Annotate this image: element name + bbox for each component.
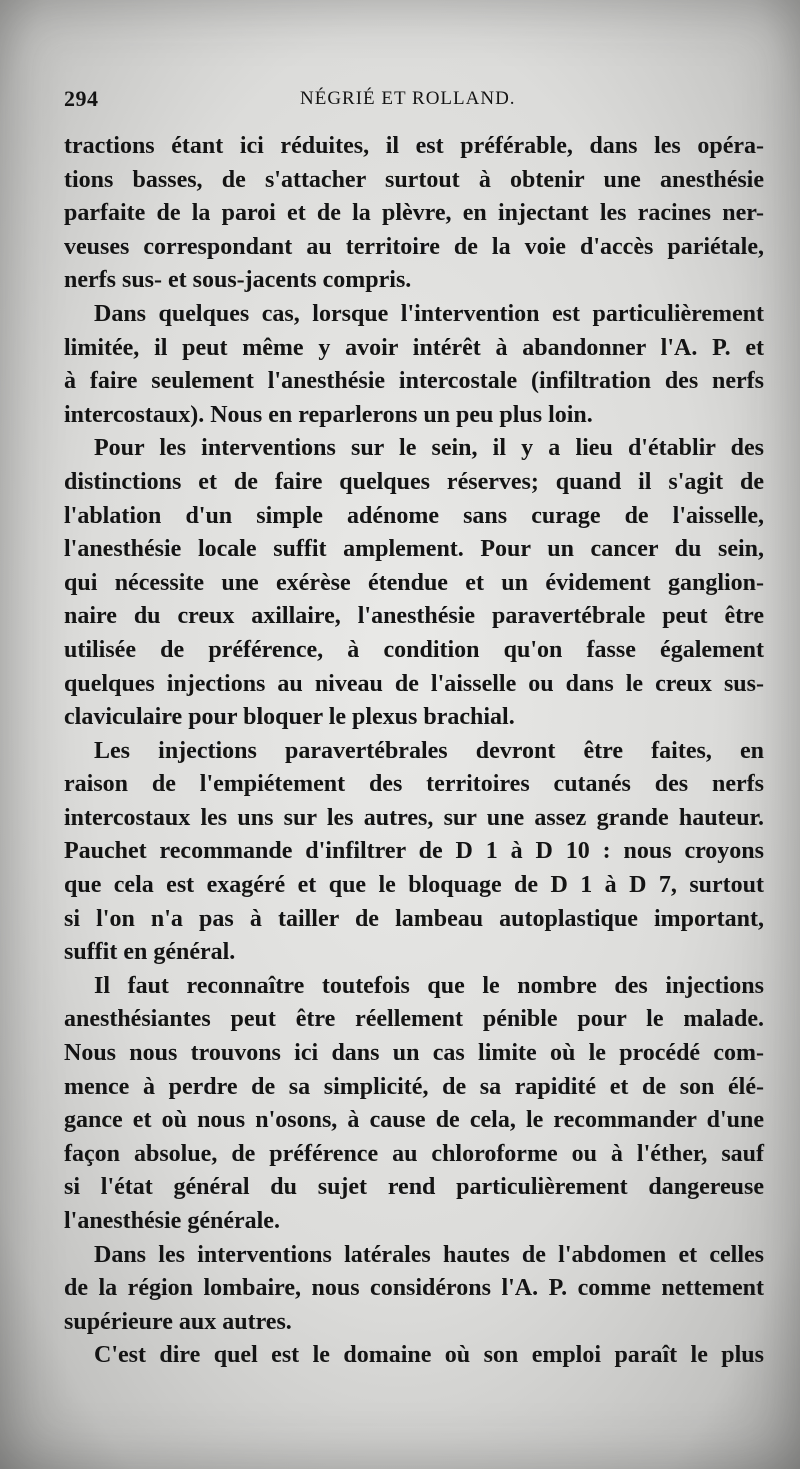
text-line: suffit en général. <box>64 939 236 966</box>
text-line: Dans les interventions latérales hautes de l'abdomen et celles <box>94 1241 764 1268</box>
text-line: tractions étant ici réduites, il est préférable, dans les opéra- <box>64 133 764 159</box>
text-line: si l'on n'a pas à tailler de lambeau autoplastique important, <box>64 905 764 932</box>
text-line: gance et où nous n'osons, à cause de cela, le recommander d'une <box>64 1107 764 1134</box>
text-line: parfaite de la paroi et de la plèvre, en injectant les racines ner- <box>64 200 764 227</box>
text-line: distinctions et de faire quelques réserves; quand il s'agit de <box>64 468 764 495</box>
text-line: Les injections paravertébrales devront être faites, en <box>94 737 764 764</box>
text-line: limitée, il peut même y avoir intérêt à abandonner l'A. P. et <box>64 334 764 361</box>
text-line: Dans quelques cas, lorsque l'intervention est particulièrement <box>94 300 764 327</box>
text-line: C'est dire quel est le domaine où son emploi paraît le plus <box>94 1342 764 1369</box>
text-line: quelques injections au niveau de l'aisselle ou dans le creux sus- <box>64 670 764 697</box>
text-line: veuses correspondant au territoire de la voie d'accès pariétale, <box>64 233 764 260</box>
text-line: utilisée de préférence, à condition qu'on fasse également <box>64 636 764 663</box>
text-line: tions basses, de s'attacher surtout à obtenir une anesthésie <box>64 166 764 193</box>
text-line: Il faut reconnaître toutefois que le nombre des injections <box>94 972 764 999</box>
text-line: intercostaux les uns sur les autres, sur une assez grande hauteur. <box>64 804 764 831</box>
text-line: l'anesthésie générale. <box>64 1208 280 1234</box>
text-line: naire du creux axillaire, l'anesthésie paravertébrale peut être <box>64 603 764 630</box>
text-line: de la région lombaire, nous considérons l'A. P. comme nettement <box>64 1275 764 1302</box>
running-head: NÉGRIÉ ET ROLLAND. <box>300 88 516 109</box>
text-line: Pour les interventions sur le sein, il y a lieu d'établir des <box>94 435 764 462</box>
text-line: que cela est exagéré et que le bloquage de D 1 à D 7, surtout <box>64 872 764 899</box>
text-line: intercostaux). Nous en reparlerons un peu plus loin. <box>64 401 593 428</box>
text-line: supérieure aux autres. <box>64 1308 292 1335</box>
text-line: anesthésiantes peut être réellement pénible pour le malade. <box>64 1006 764 1033</box>
page-number: 294 <box>64 86 99 111</box>
text-line: l'ablation d'un simple adénome sans curage de l'aisselle, <box>64 502 764 529</box>
text-line: raison de l'empiétement des territoires cutanés des nerfs <box>64 771 764 798</box>
text-line: façon absolue, de préférence au chloroforme ou à l'éther, sauf <box>64 1140 764 1167</box>
text-line: si l'état général du sujet rend particulièrement dangereuse <box>64 1174 764 1201</box>
text-line: qui nécessite une exérèse étendue et un évidement ganglion- <box>64 569 764 596</box>
body-text <box>64 130 764 1373</box>
text-line: à faire seulement l'anesthésie intercostale (infiltration des nerfs <box>64 368 764 395</box>
text-line: Pauchet recommande d'infiltrer de D 1 à D 10 : nous croyons <box>64 838 764 865</box>
text-line: l'anesthésie locale suffit amplement. Pour un cancer du sein, <box>64 536 764 563</box>
text-line: Nous nous trouvons ici dans un cas limite où le procédé com- <box>64 1040 764 1067</box>
text-line: claviculaire pour bloquer le plexus brachial. <box>64 704 515 731</box>
text-line: mence à perdre de sa simplicité, de sa rapidité et de son élé- <box>64 1073 764 1100</box>
text-line: nerfs sus- et sous-jacents compris. <box>64 267 412 294</box>
page-header <box>64 86 752 122</box>
